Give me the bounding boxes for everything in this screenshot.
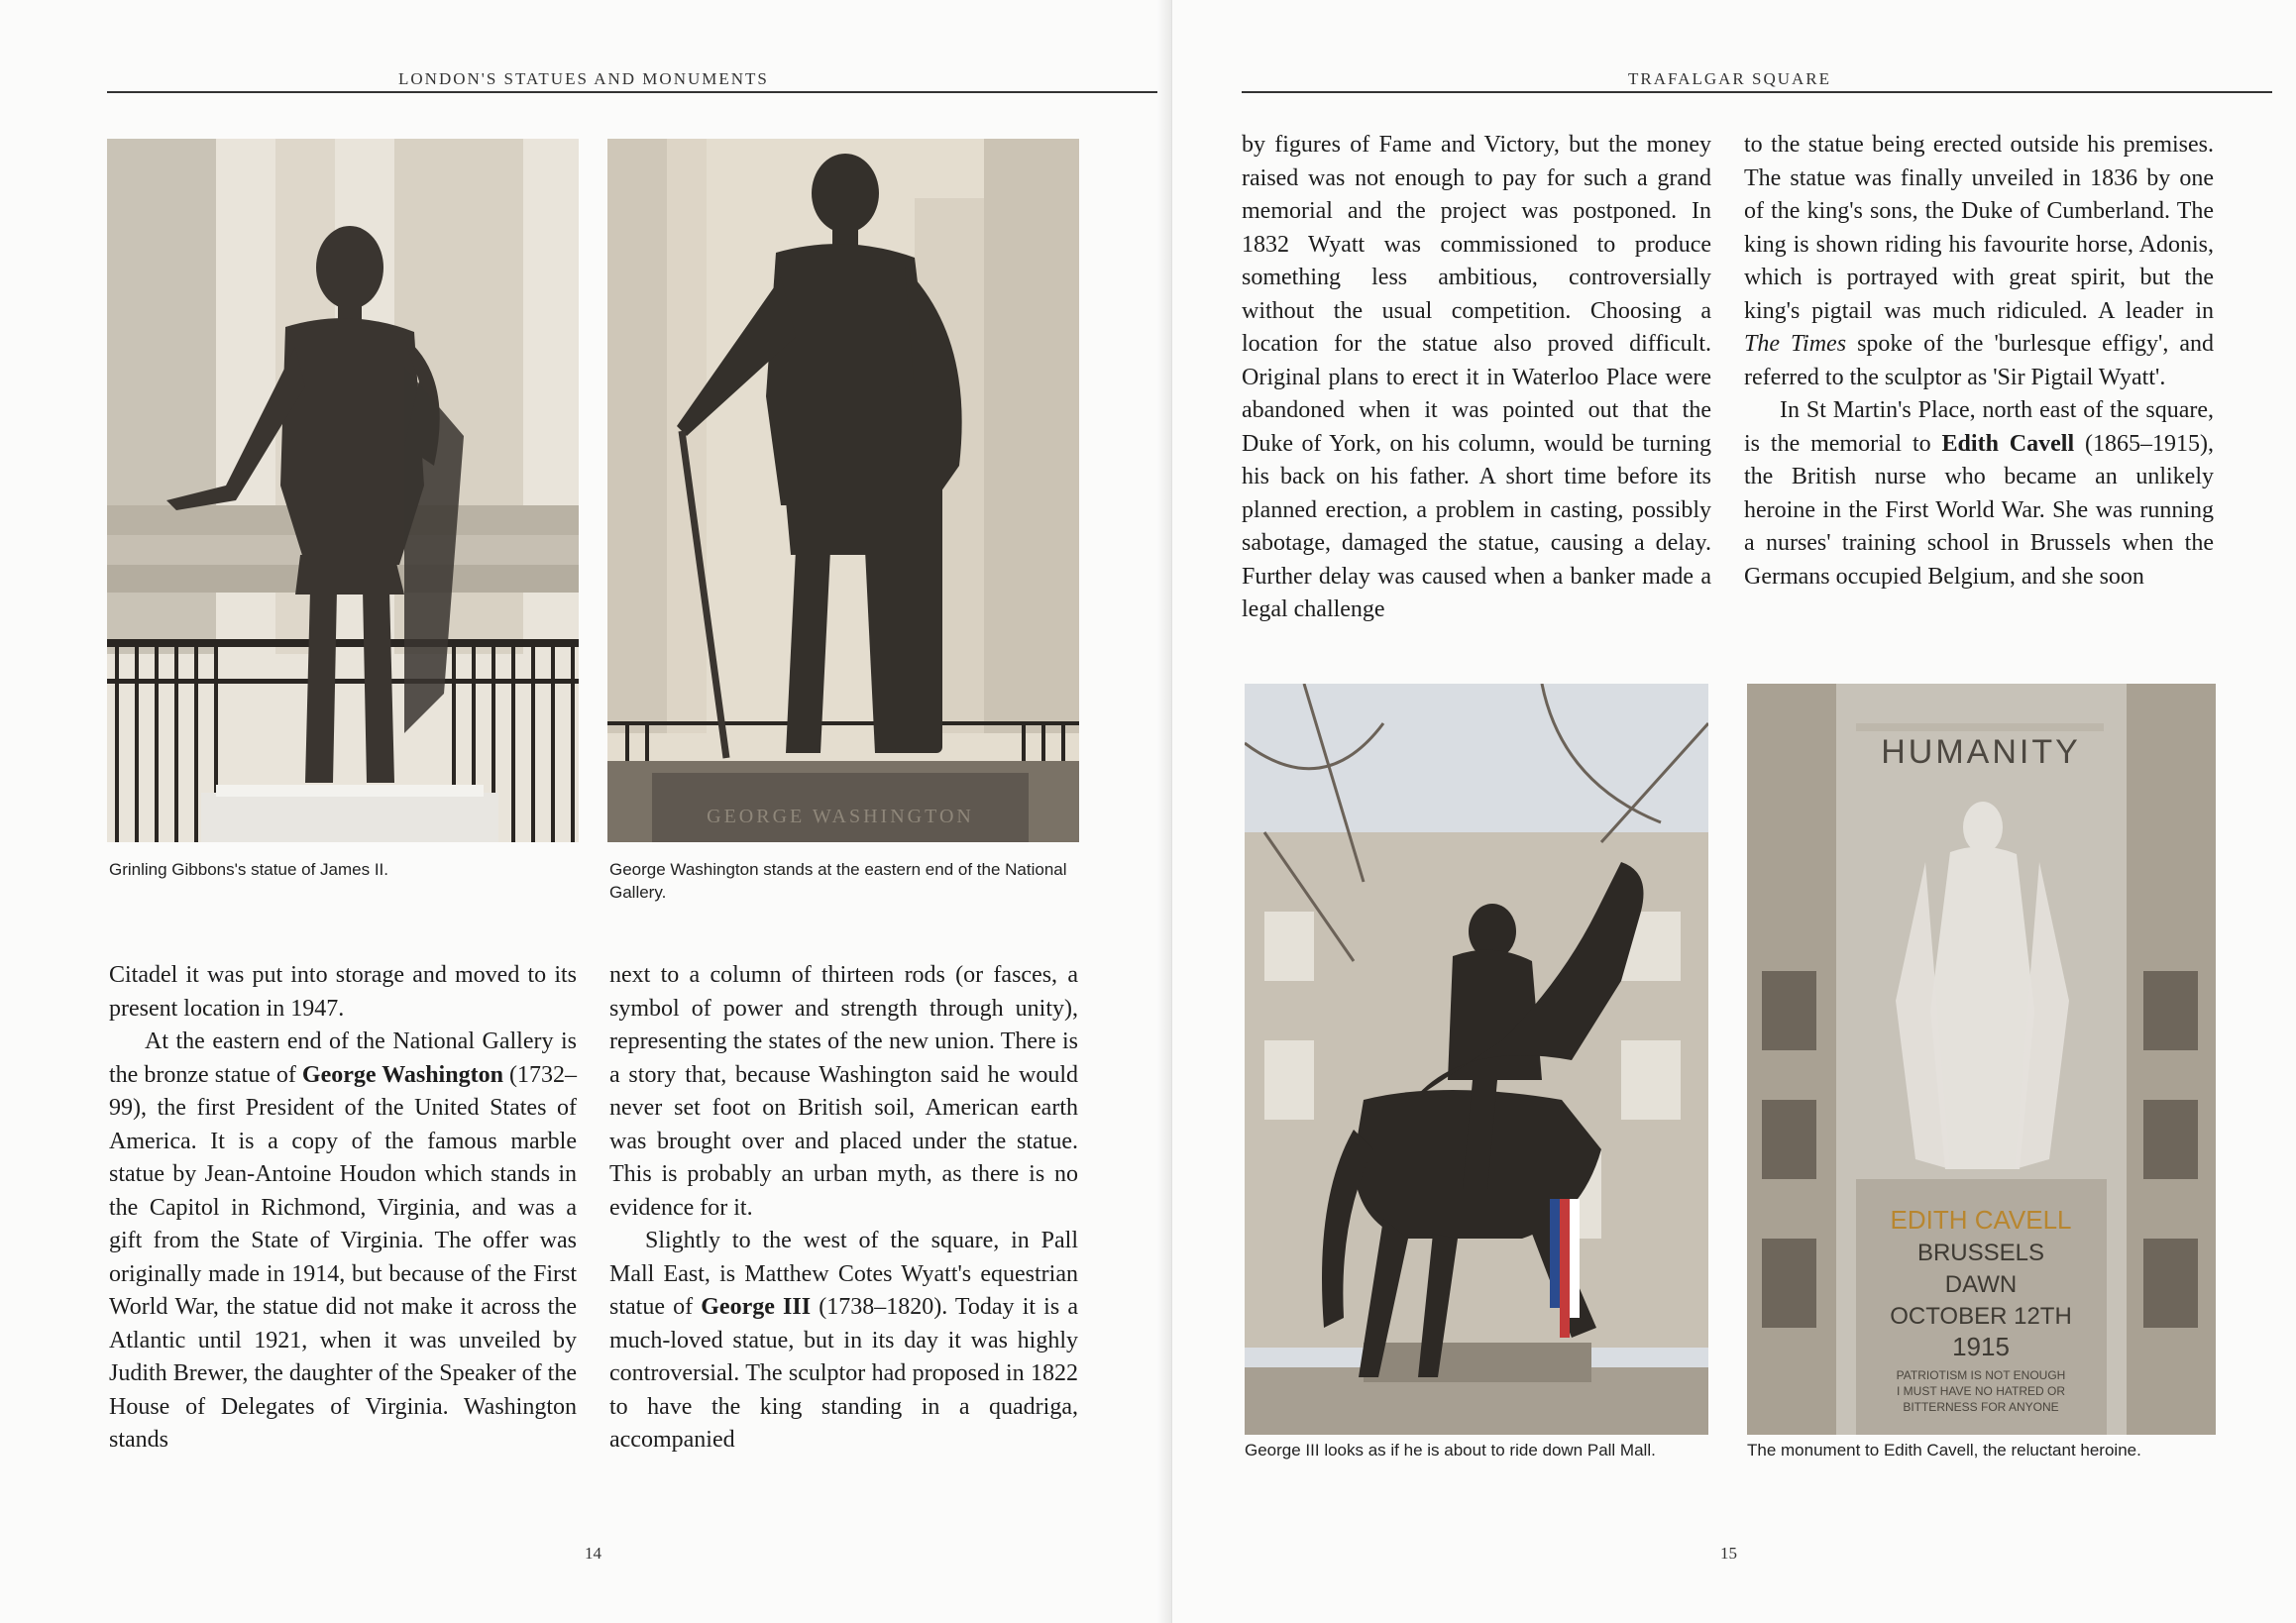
caption-edith-cavell: The monument to Edith Cavell, the reluctant heroine. xyxy=(1747,1441,2141,1460)
paragraph xyxy=(109,1026,577,1458)
italic-the-times: The Times xyxy=(1744,331,1847,357)
caption-george-iii: George III looks as if he is about to ride down Pall Mall. xyxy=(1245,1441,1656,1460)
monument-dawn: DAWN xyxy=(1944,1271,2018,1298)
text-run: spoke of the 'burlesque effigy', and referred to the sculptor as 'Sir Pigtail Wyatt'. xyxy=(1744,331,2215,390)
text-column-left-2 xyxy=(609,959,1078,1458)
caption-george-washington: George Washington stands at the eastern end of the National Gallery. xyxy=(609,860,1067,902)
text-run: At the eastern end of the National Gallery is the bronze statue of xyxy=(109,1028,577,1088)
monument-date: OCTOBER 12TH xyxy=(1890,1303,2072,1330)
plinth-inscription: GEORGE WASHINGTON xyxy=(707,806,974,827)
photo-james-ii xyxy=(107,139,579,842)
monument-quote-line: PATRIOTISM IS NOT ENOUGH xyxy=(1896,1368,2066,1382)
header-rule-right xyxy=(1242,91,2272,93)
right-page xyxy=(1172,0,2296,1623)
header-rule-left xyxy=(107,91,1157,93)
paragraph xyxy=(1744,129,2214,394)
text-column-right-2 xyxy=(1744,129,2214,594)
paragraph: Citadel it was put into storage and moved to its present location in 1947. xyxy=(109,962,577,1022)
paragraph xyxy=(1744,394,2214,594)
photo-george-washington xyxy=(607,139,1079,842)
text-column-right-1 xyxy=(1242,129,1711,627)
text-run: Slightly to the west of the square, in Pall Mall East, is Matthew Cotes Wyatt's equestrian statue of xyxy=(609,1228,1078,1320)
running-head-right: TRAFALGAR SQUARE xyxy=(1628,69,1832,88)
bold-name-edith-cavell: Edith Cavell xyxy=(1941,430,2075,457)
bold-name-george-iii: George III xyxy=(701,1294,812,1320)
text-run: (1865–1915), the British nurse who became an unlikely heroine in the First World War. She was running a nurses' training school in Brussels when the Germans occupied Belgium, and she soon xyxy=(1744,430,2215,590)
monument-brussels: BRUSSELS xyxy=(1916,1240,2045,1266)
paragraph: next to a column of thirteen rods (or fasces, a symbol of power and strength through unity), representing the states of the new union. There is a story that, because Washington said he would never set foot on British soil, American earth was brought over and placed under the statue. This is probably an urban myth, as there is no evidence for it. xyxy=(609,962,1078,1221)
text-run: (1738–1820). Today it is a much-loved statue, but in its day it was highly controversial. The sculptor had proposed in 1822 to have the king standing in a quadriga, accompanied xyxy=(609,1294,1078,1453)
text-run: to the statue being erected outside his premises. The statue was finally unveiled in 1836 by one of the king's sons, the Duke of Cumberland. The king is shown riding his favourite horse, Adonis, which is portrayed with great spirit, but the king's pigtail was much ridiculed. A leader in xyxy=(1744,132,2214,324)
monument-name: EDITH CAVELL xyxy=(1890,1205,2072,1235)
text-column-left-1 xyxy=(109,959,577,1458)
paragraph: by figures of Fame and Victory, but the money raised was not enough to pay for such a grand memorial and the project was postponed. In 1832 Wyatt was commissioned to produce something less ambitious, controversially without the usual competition. Choosing a location for the statue also proved difficult. Original plans to erect it in Waterloo Place were abandoned when it was pointed out that the Duke of York, on his column, would be turning his back on his father. A short time before its planned erection, a problem in casting, possibly sabotage, damaged the statue, causing a delay. Further delay was caused when a banker made a legal challenge xyxy=(1242,132,1711,622)
text-run: In St Martin's Place, north east of the square, is the memorial to xyxy=(1744,397,2214,457)
caption-james-ii: Grinling Gibbons's statue of James II. xyxy=(109,860,388,879)
monument-year: 1915 xyxy=(1952,1332,2010,1361)
bold-name-washington: George Washington xyxy=(301,1061,503,1088)
page-number-left: 14 xyxy=(585,1544,601,1563)
page-number-right: 15 xyxy=(1720,1544,1737,1563)
monument-quote-line: BITTERNESS FOR ANYONE xyxy=(1903,1400,2059,1414)
text-run: (1732–99), the first President of the United States of America. It is a copy of the famous marble statue by Jean-Antoine Houdon which stands in the Capitol in Richmond, Virginia, and was a gift from the State of Virginia. The offer was originally made in 1914, but because of the First World War, the statue did not make it across the Atlantic until 1921, when it was unveiled by Judith Brewer, the daughter of the Speaker of the House of Delegates of Virginia. Washington stands xyxy=(109,1061,577,1453)
monument-humanity: HUMANITY xyxy=(1881,733,2081,771)
photo-george-iii xyxy=(1245,684,1708,1435)
running-head-left: LONDON'S STATUES AND MONUMENTS xyxy=(398,69,769,88)
photo-edith-cavell xyxy=(1747,684,2216,1435)
paragraph xyxy=(609,1225,1078,1458)
monument-quote-line: I MUST HAVE NO HATRED OR xyxy=(1896,1384,2066,1398)
